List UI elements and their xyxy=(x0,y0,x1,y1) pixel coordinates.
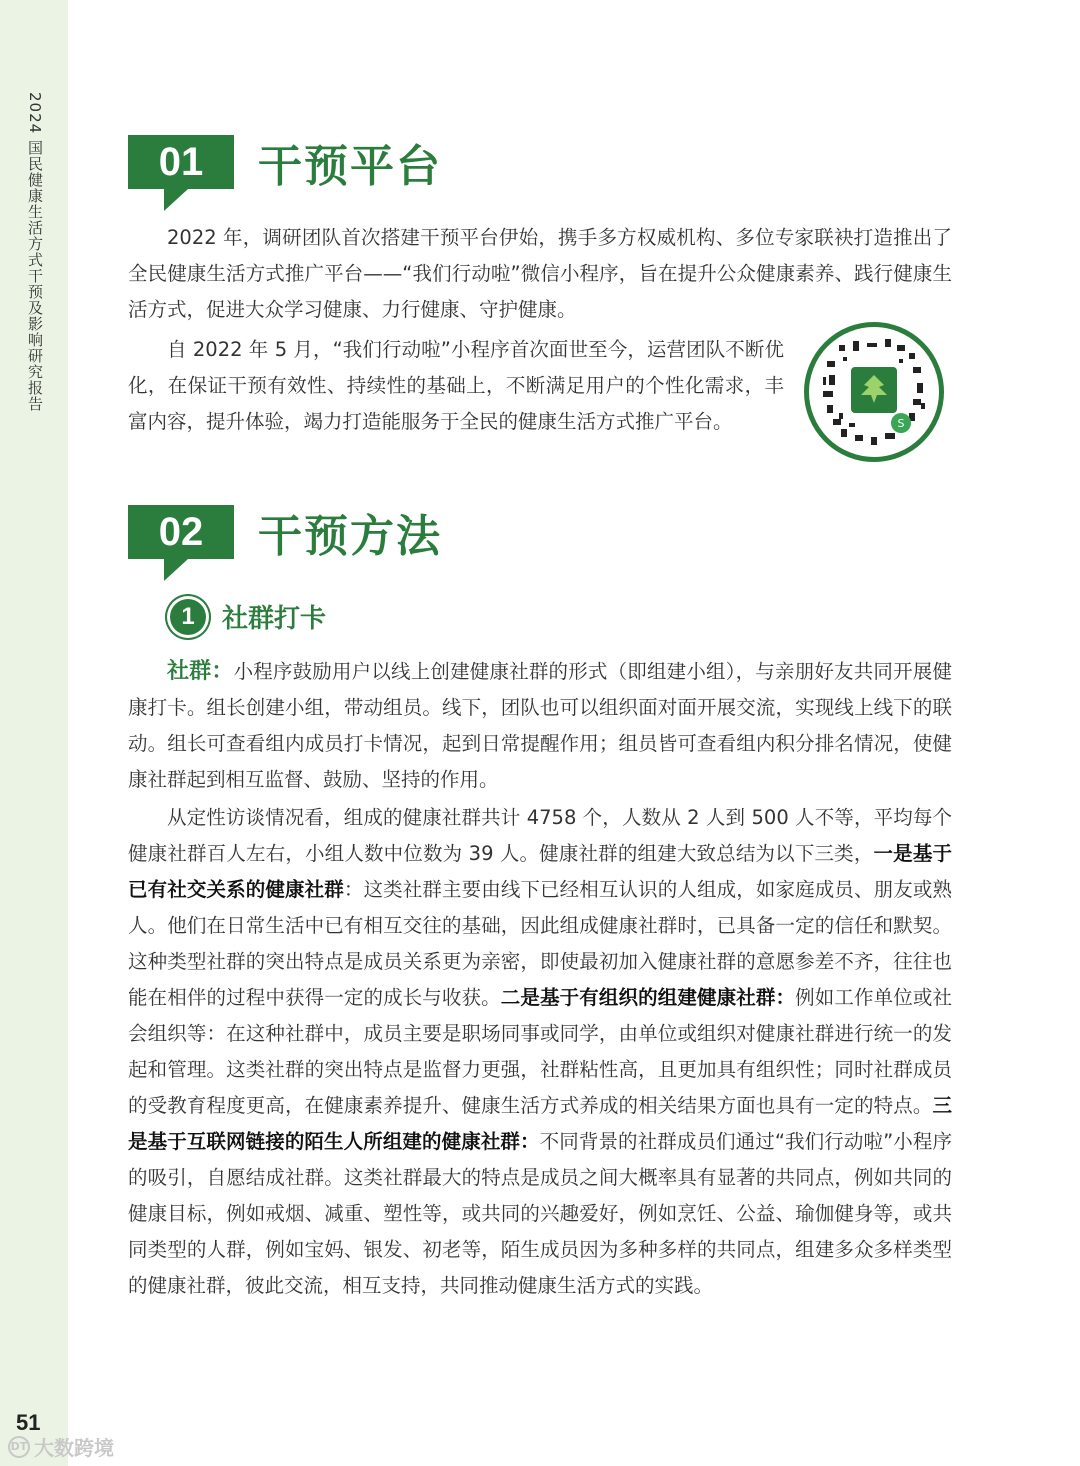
watermark-logo-icon: DT xyxy=(8,1436,30,1458)
type3-label: 三是基于互联网链接的陌生人所组建的健康社群： xyxy=(128,1094,952,1153)
term-label: 社群： xyxy=(167,659,234,684)
paragraph-platform-intro: 2022 年，调研团队首次搭建干预平台伊始，携手多方权威机构、多位专家联袂打造推出了全民健康生活方式推广平台——“我们行动啦”微信小程序，旨在提升公众健康素养、践行健康生活方式，促进大众学习健康、力行健康、守护健康。 xyxy=(128,226,952,321)
type3-text: 不同背景的社群成员们通过“我们行动啦”小程序的吸引，自愿结成社群。这类社群最大的特点是成员之间大概率具有显著的共同点，例如共同的健康目标，例如戒烟、减重、塑性等，或共同的兴趣爱好，例如烹饪、公益、瑜伽健身等，或共同类型的人群，例如宝妈、银发、初老等，陌生成员因为多种多样的共同点，组建多众多样类型的健康社群，彼此交流，相互支持，共同推动健康生活方式的实践。 xyxy=(128,1130,952,1297)
subsection-heading xyxy=(170,598,326,635)
intro-text: 从定性访谈情况看，组成的健康社群共计 4758 个，人数从 2 人到 500 人不等，平均每个健康社群百人左右，小组人数中位数为 39 人。健康社群的组建大致总结为以下三类， xyxy=(128,806,952,865)
type1-text: ：这类社群主要由线下已经相互认识的人组成，如家庭成员、朋友或熟人。他们在日常生活中已有相互交往的基础，因此组成健康社群时，已具备一定的信任和默契。这种类型社群的突出特点是成员关系更为亲密，即使最初加入健康社群的意愿参差不齐，往往也能在相伴的过程中获得一定的成长与收获。 xyxy=(128,878,952,1009)
watermark-text: 大数跨境 xyxy=(34,1436,114,1460)
section-number-badge: 01 xyxy=(128,135,234,189)
type2-label: 二是基于有组织的组建健康社群： xyxy=(500,986,796,1009)
section-heading-01 xyxy=(128,130,442,194)
watermark xyxy=(8,1432,114,1461)
subsection-number-icon: 1 xyxy=(170,599,206,635)
section-title: 干预方法 xyxy=(258,511,442,562)
qr-code xyxy=(804,322,944,462)
svg-text:S: S xyxy=(897,417,905,430)
paragraph-community-types xyxy=(128,800,952,1304)
report-title-vertical: 2024 国民健康生活方式干预及影响研究报告 xyxy=(26,92,44,412)
section-number-badge: 02 xyxy=(128,505,234,559)
paragraph-platform-history: 自 2022 年 5 月，“我们行动啦”小程序首次面世至今，运营团队不断优化，在保证干预有效性、持续性的基础上，不断满足用户的个性化需求，丰富内容，提升体验，竭力打造能服务于全民的健康生活方式推广平台。 xyxy=(128,338,784,433)
section-title: 干预平台 xyxy=(258,141,442,192)
paragraph-community-checkin xyxy=(128,654,952,798)
wechat-mini-program-qr-icon xyxy=(809,327,939,457)
type1-label: 一是基于已有社交关系的健康社群 xyxy=(128,842,952,901)
subsection-title: 社群打卡 xyxy=(222,604,327,634)
sidebar xyxy=(0,0,68,1466)
type2-text: 例如工作单位或社会组织等：在这种社群中，成员主要是职场同事或同学，由单位或组织对健康社群进行统一的发起和管理。这类社群的突出特点是监督力更强，社群粘性高，且更加具有组织性；同时社群成员的受教育程度更高，在健康素养提升、健康生活方式养成的相关结果方面也具有一定的特点。 xyxy=(128,986,952,1117)
page-number: 51 xyxy=(16,1410,41,1435)
section-heading-02 xyxy=(128,500,442,564)
paragraph-text: 小程序鼓励用户以线上创建健康社群的形式（即组建小组），与亲朋好友共同开展健康打卡。组长创建小组，带动组员。线下，团队也可以组织面对面开展交流，实现线上线下的联动。组长可查看组内成员打卡情况，起到日常提醒作用；组员皆可查看组内积分排名情况，使健康社群起到相互监督、鼓励、坚持的作用。 xyxy=(128,660,952,791)
